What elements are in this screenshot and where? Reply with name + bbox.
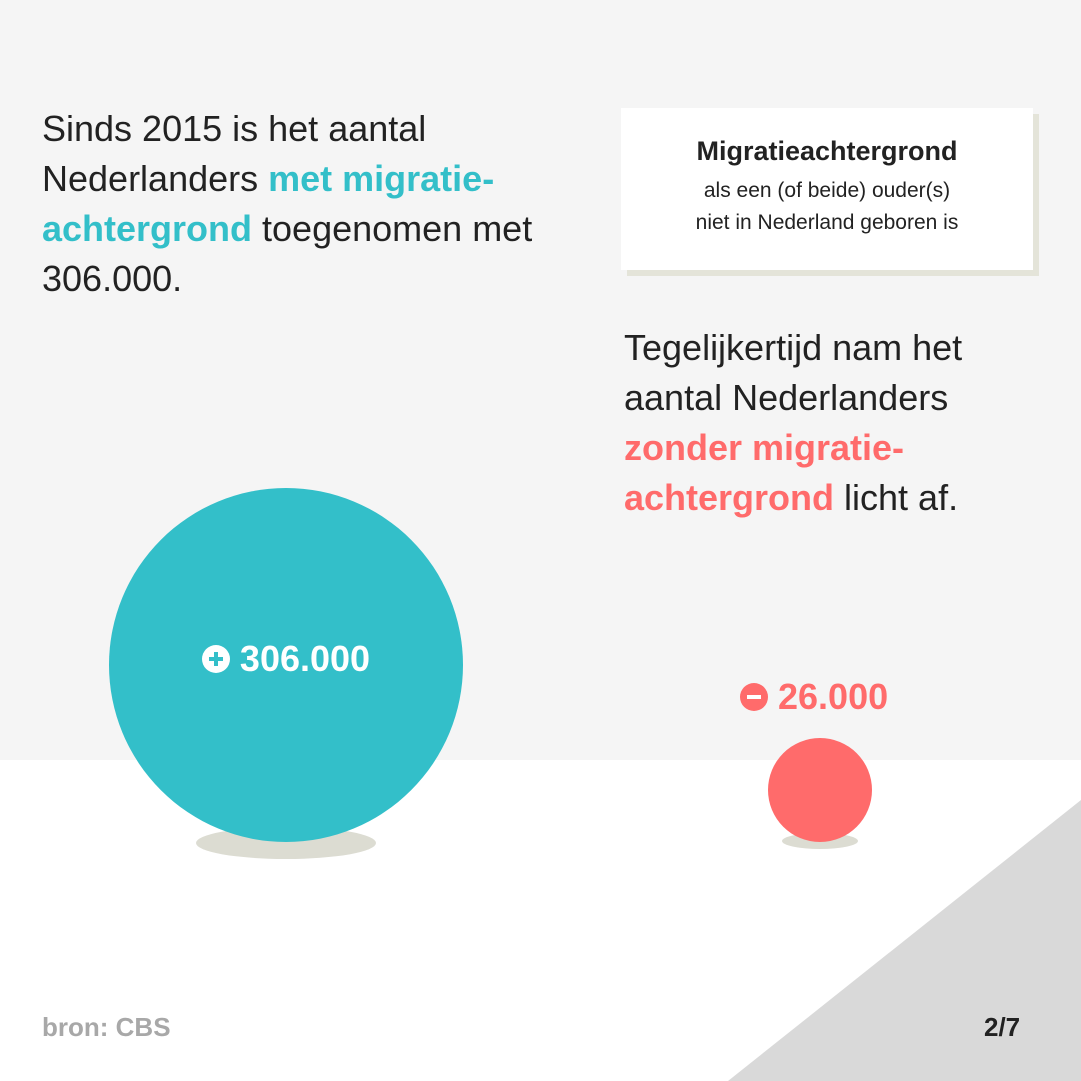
decrease-value-label xyxy=(740,676,888,718)
headline-left-text: Sinds 2015 is het aantal Nederlanders xyxy=(42,108,427,199)
decrease-bubble xyxy=(768,738,872,842)
definition-text-line2: niet in Nederland geboren is xyxy=(695,211,959,234)
definition-text-line1: als een (of beide) ouder(s) xyxy=(703,179,951,202)
definition-box xyxy=(621,108,1033,270)
page-indicator: 2/7 xyxy=(984,1012,1021,1042)
source-label: bron: CBS xyxy=(42,1012,171,1042)
headline-left-text-end: toegenomen met 306.000. xyxy=(42,208,533,299)
increase-bubble xyxy=(109,488,463,842)
increase-value-label xyxy=(202,638,370,680)
plus-circle-icon xyxy=(202,645,230,673)
minus-circle-icon xyxy=(740,683,768,711)
headline-right-highlight: zonder migratie-achtergrond xyxy=(624,427,905,518)
headline-left xyxy=(42,104,562,304)
definition-text xyxy=(621,175,1033,239)
headline-left-highlight: met migratie-achtergrond xyxy=(42,158,495,249)
decrease-value: 26.000 xyxy=(778,676,889,717)
headline-right-text-end: licht af. xyxy=(834,477,959,518)
increase-value: 306.000 xyxy=(239,638,371,679)
headline-right xyxy=(624,323,1044,523)
headline-right-text: Tegelijkertijd nam het aantal Nederlanders xyxy=(624,327,963,418)
definition-title: Migratieachtergrond xyxy=(696,136,958,166)
